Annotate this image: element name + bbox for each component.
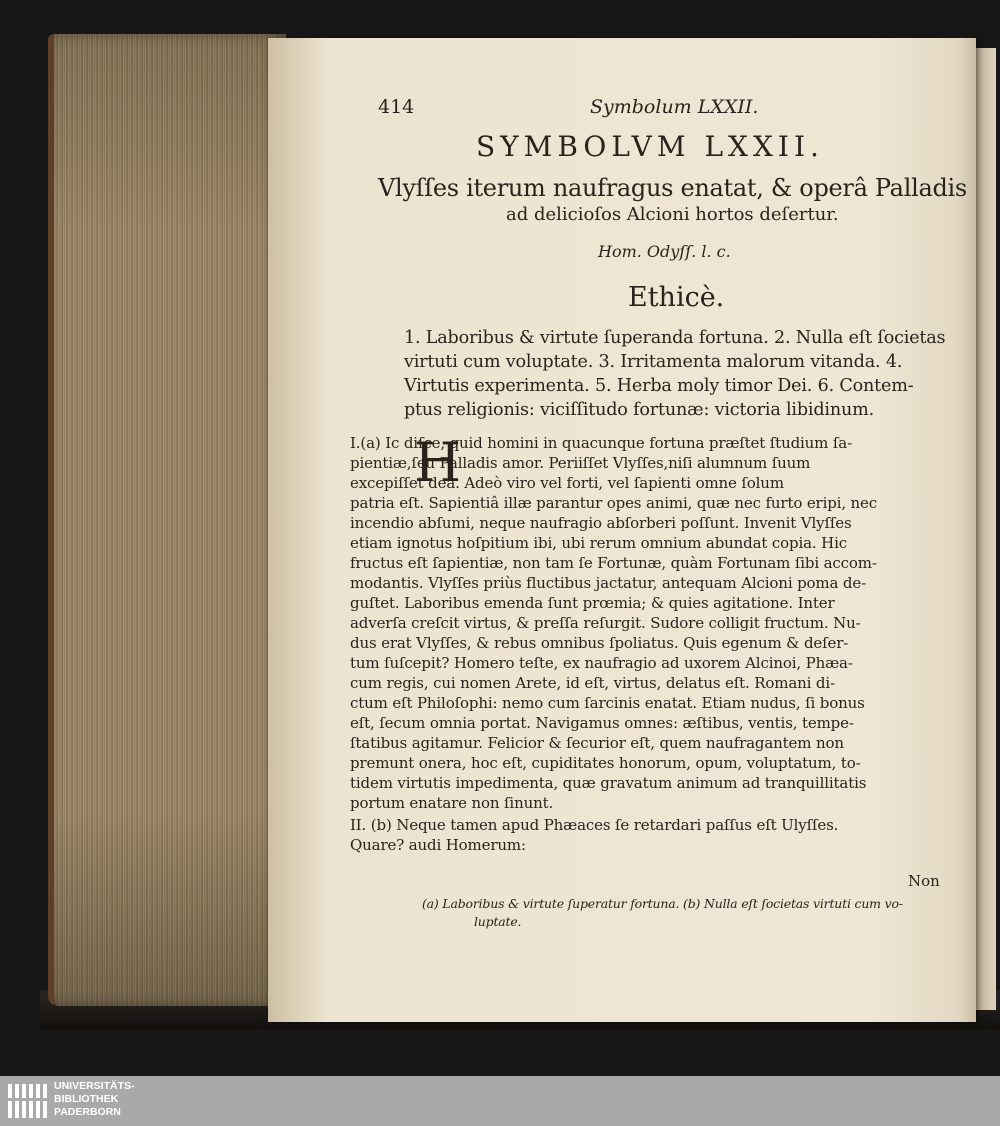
body-line: guſtet. Laboribus emenda ſunt prœmia; & quies agitatione. Inter [350,594,835,612]
library-logo-text [54,1080,214,1124]
ethice-line: ptus religionis: viciſſitudo fortunæ: victoria libidinum. [404,400,874,420]
running-head [378,96,958,120]
subtitle-line-1: Vlyſſes iterum naufragus enatat, & operâ Palladis [378,174,967,202]
body-line: tum ſuſcepit? Homero teſte, ex naufragio ad uxorem Alcinoi, Phæa- [350,654,853,672]
body-line: premunt onera, hoc eſt, cupiditates honorum, opum, voluptatum, to- [350,754,861,772]
book-page-edges [48,34,286,1006]
drop-capital: H [414,431,462,494]
symbol-title: SYMBOLVM LXXII. [476,130,824,163]
ethice-line: 1. Laboribus & virtute ſuperanda fortuna. 2. Nulla eſt ſocietas [404,328,946,348]
page-number: 414 [378,96,415,118]
logo-line: BIBLIOTHEK [54,1093,119,1105]
logo-line: UNIVERSITÄTS- [54,1080,135,1092]
ethice-line: Virtutis experimenta. 5. Herba moly timor Dei. 6. Contem- [404,376,914,396]
footnote-line: (a) Laboribus & virtute ſuperatur fortuna. (b) Nulla eſt ſocietas virtuti cum vo- [422,896,903,911]
ethice-line: virtuti cum voluptate. 3. Irritamenta malorum vitanda. 4. [404,352,903,372]
body-line: pientiæ,ſeu Palladis amor. Periiſſet Vlyſſes,niſi alumnum ſuum [350,454,811,472]
body-line: ctum eſt Philoſophi: nemo cum ſarcinis enatat. Etiam nudus, ſi bonus [350,694,865,712]
body-line: adverſa creſcit virtus, & preſſa reſurgit. Sudore colligit fructum. Nu- [350,614,861,632]
citation: Hom. Odyſſ. l. c. [598,242,731,261]
running-head-title: Symbolum LXXII. [590,96,759,118]
body-line: incendio abſumi, neque naufragio abſorberi poſſunt. Invenit Vlyſſes [350,514,852,532]
body-line: dus erat Vlyſſes, & rebus omnibus ſpoliatus. Quis egenum & deſer- [350,634,849,652]
body-line: patria eſt. Sapientiâ illæ parantur opes animi, quæ nec furto eripi, nec [350,494,878,512]
footnote-line: luptate. [474,914,522,929]
logo-line: PADERBORN [54,1106,121,1118]
body-line: excepiſſet dea. Adeò viro vel forti, vel ſapienti omne ſolum [350,474,784,492]
body-line: Quare? audi Homerum: [350,836,526,854]
body-line: modantis. Vlyſſes priùs fluctibus jactatur, antequam Alcioni poma de- [350,574,866,592]
library-logo-icon [6,1080,50,1122]
subtitle-line-2: ad delicioſos Alcioni hortos deſertur. [506,204,839,225]
body-line: cum regis, cui nomen Arete, id eſt, virtus, delatus eſt. Romani di- [350,674,835,692]
body-line: ſtatibus agitamur. Felicior & ſecurior eſt, quem naufragantem non [350,734,844,752]
section-heading: Ethicè. [628,282,725,313]
catchword: Non [908,872,940,890]
body-line: tidem virtutis impedimenta, quæ gravatum animum ad tranquillitatis [350,774,867,792]
body-line: I.(a) Ic diſce, quid homini in quacunque fortuna præſtet ſtudium ſa- [350,434,852,452]
body-line: eſt, ſecum omnia portat. Navigamus omnes: æſtibus, ventis, tempe- [350,714,854,732]
book-page [268,38,976,1022]
library-footer-bar [0,1076,1000,1126]
body-line: II. (b) Neque tamen apud Phæaces ſe retardari paſſus eſt Ulyſſes. [350,816,839,834]
body-line: etiam ignotus hoſpitium ibi, ubi rerum omnium abundat copia. Hic [350,534,847,552]
body-line: portum enatare non ſinunt. [350,794,554,812]
body-line: fructus eſt ſapientiæ, non tam ſe Fortunæ, quàm Fortunam ſibi accom- [350,554,877,572]
